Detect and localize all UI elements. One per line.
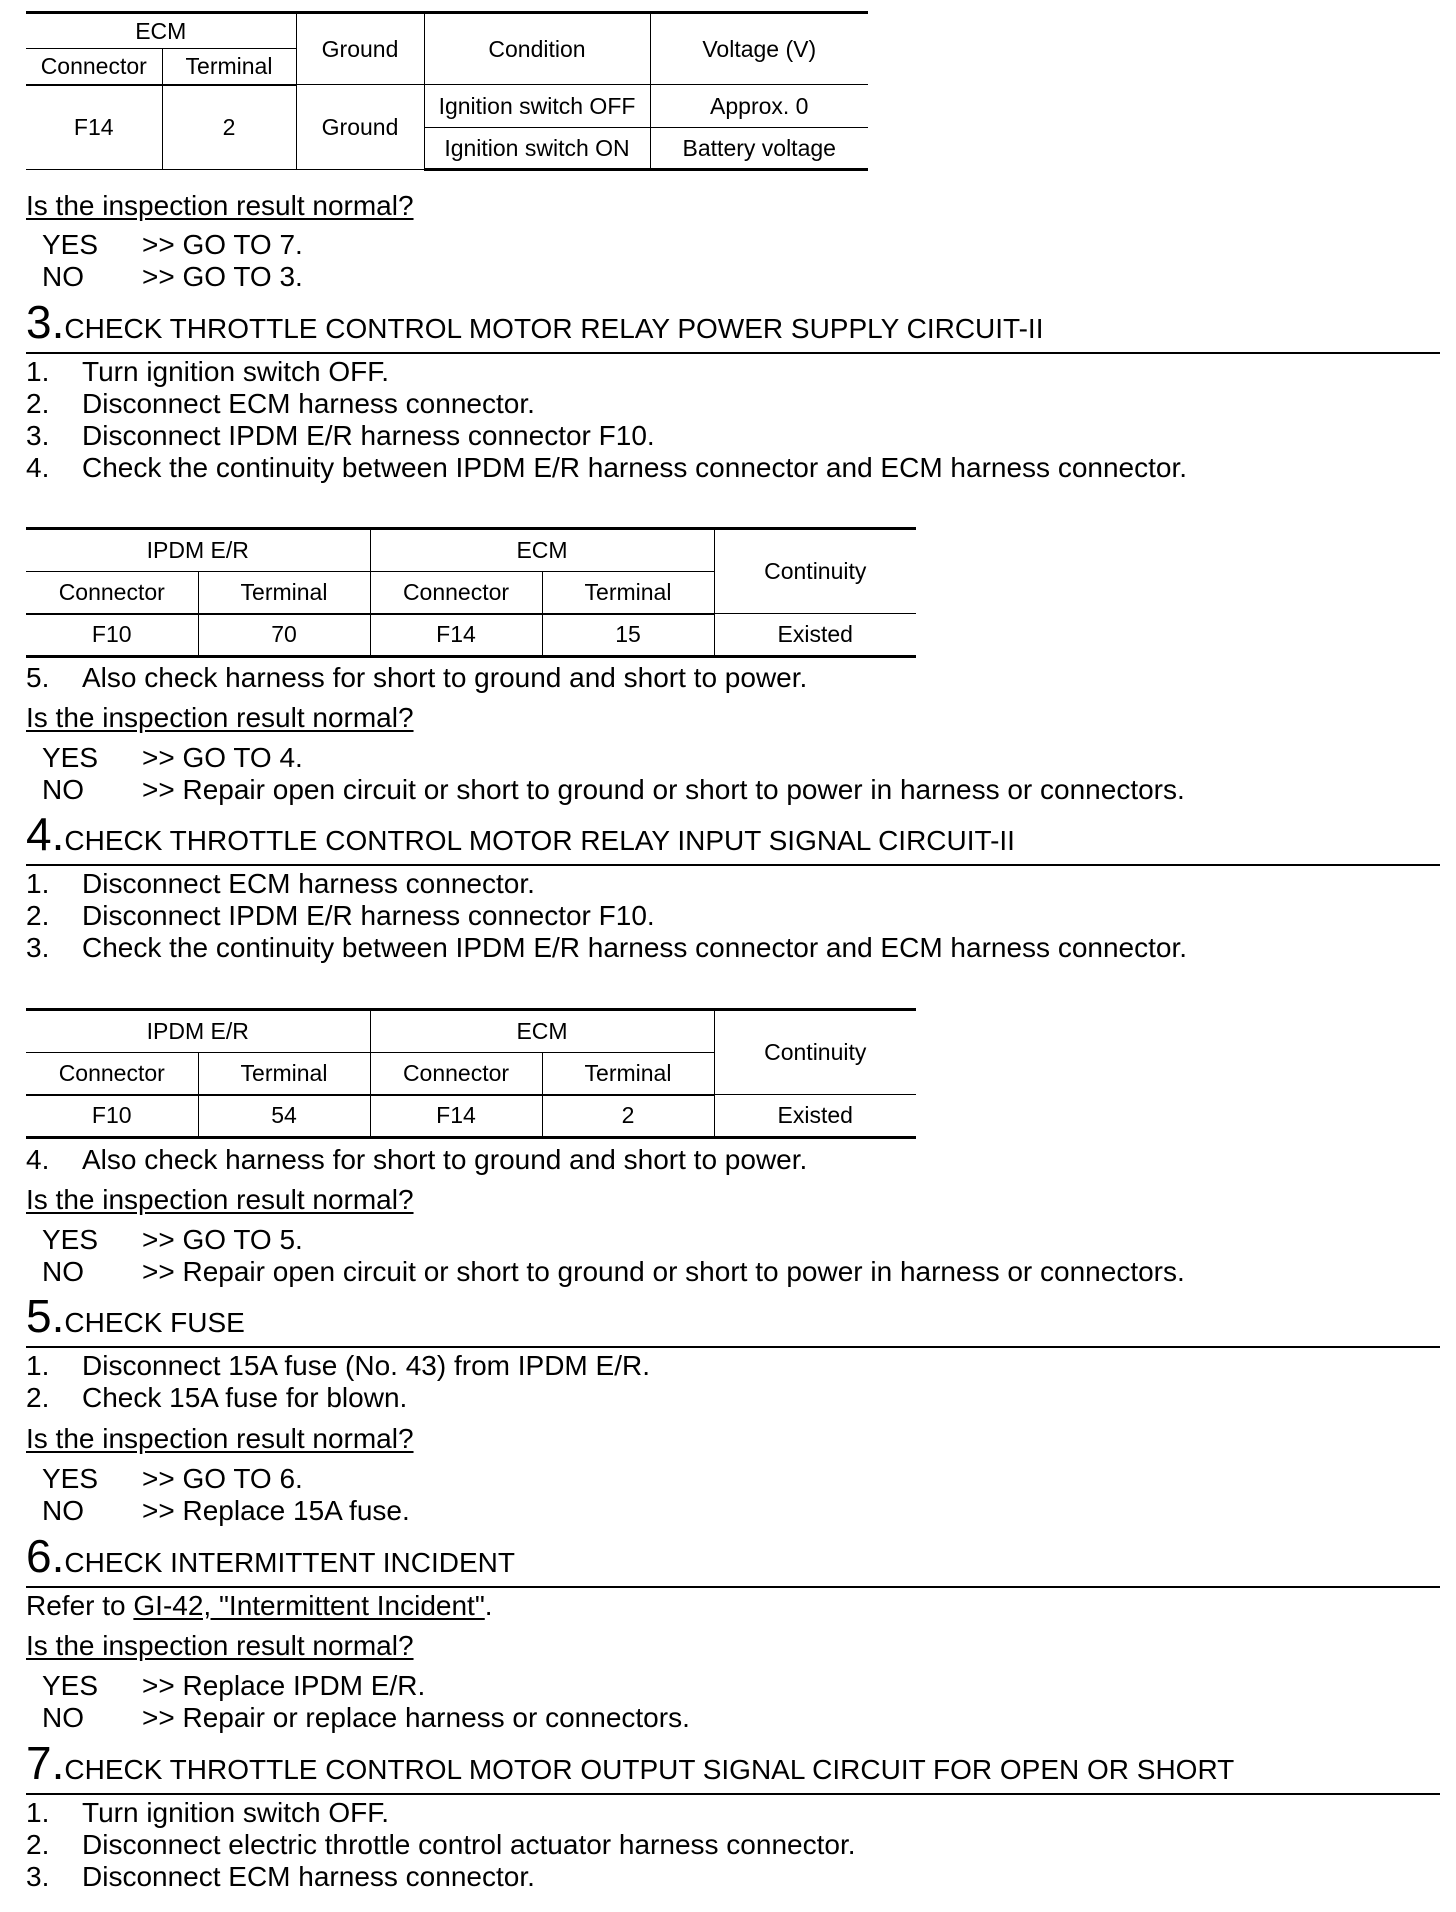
step-number: 3.: [26, 296, 65, 348]
table-cell: F14: [370, 614, 542, 657]
inspection-question: Is the inspection result normal?: [26, 1423, 414, 1454]
terminal-header: Terminal: [542, 572, 714, 614]
inspection-question: Is the inspection result normal?: [26, 1630, 414, 1661]
inspection-question: Is the inspection result normal?: [26, 702, 414, 733]
step-number: 5.: [26, 1290, 65, 1342]
step-3-heading: [26, 296, 1044, 348]
condition-cell: Ignition switch ON: [424, 128, 650, 170]
yes-action: >> GO TO 7.: [142, 229, 303, 260]
terminal-header: Terminal: [542, 1053, 714, 1095]
continuity-table: [26, 527, 916, 658]
table-cell: F14: [370, 1095, 542, 1138]
no-label: NO: [42, 1495, 84, 1526]
table-cell: Existed: [714, 614, 916, 657]
yes-label: YES: [42, 1463, 99, 1494]
step-title: CHECK FUSE: [64, 1307, 245, 1338]
no-label: NO: [42, 1702, 84, 1733]
continuity-header: Continuity: [714, 529, 916, 614]
table-cell: 15: [542, 614, 714, 657]
no-label: NO: [42, 261, 84, 292]
ground-cell: Ground: [296, 85, 424, 170]
inspection-question: Is the inspection result normal?: [26, 1184, 414, 1215]
continuity-table: [26, 1008, 916, 1139]
voltage-header: Voltage (V): [650, 13, 868, 85]
connector-header: Connector: [26, 1053, 198, 1095]
continuity-header: Continuity: [714, 1010, 916, 1095]
connector-cell: F14: [26, 85, 162, 170]
ecm-header: ECM: [26, 13, 296, 49]
no-action: >> Repair open circuit or short to ground or short to power in harness or connectors.: [142, 1256, 1185, 1287]
voltage-cell: Battery voltage: [650, 128, 868, 170]
step-number: 6.: [26, 1530, 65, 1582]
no-action: >> Repair or replace harness or connectors.: [142, 1702, 690, 1733]
table-cell: 54: [198, 1095, 370, 1138]
ecm-header: ECM: [370, 529, 714, 572]
section-divider: [26, 1346, 1440, 1348]
yes-label: YES: [42, 229, 99, 260]
document-page: ECM Ground Condition Voltage (V) Connector Terminal F14 2 Ground Ignition switch OFF Approx. 0 Ignition switch ON Battery voltage Is the inspection result normal? YES >> GO TO 7. NO >> GO TO 3. 3. CHECK THROTTLE CONTROL MOTOR RELAY POWER SUPPLY CIRCUIT-II 1. Turn ignition switch OFF. 2. Disconnect ECM harness connector. 3. Disconnect IPDM E/R harness connector F10. 4. Check the continuity between IPDM E/R harness connector and ECM harness connector. IPDM E/R ECM Continuity Connector Terminal Connector Terminal F10 70 F14 15 Existed 5. Also check harness for short to ground and short to power. Is the inspection result normal? YES >> GO TO 4. NO >> Repair open circuit or short to ground or short to power in harness or connectors. 4. CHECK THROTTLE CONTROL MOTOR RELAY INPUT SIGNAL CIRCUIT-II 1. Disconnect ECM harness connector. 2. Disconnect IPDM E/R harness connector F10. 3. Check the continuity between IPDM E/R harness connector and ECM harness connector. IPDM E/R ECM Continuity Connector Terminal Connector Terminal F10 54 F14 2 Existed 4. Also check harness for short to ground and short to power. Is the inspection result normal? YES >> GO TO 5. NO >> Repair open circuit or short to ground or short to power in harness or connectors. 5. CHECK FUSE 1. Disconnect 15A fuse (No. 43) from IPDM E/R. 2. Check 15A fuse for blown. Is the inspection result normal? YES >> GO TO 6. NO >> Replace 15A fuse. 6. CHECK INTERMITTENT INCIDENT Refer to GI-42, "Intermittent Incident". Is the inspection result normal? YES >> Replace IPDM E/R. NO >> Repair or replace harness or connectors. 7. CHECK THROTTLE CONTROL MOTOR OUTPUT SIGNAL CIRCUIT FOR OPEN OR SHORT 1. Turn ignition switch OFF. 2. Disconnect electric throttle control actuator harness connector. 3. Disconnect ECM harness connector.: [0, 0, 1456, 1912]
section-divider: [26, 352, 1440, 354]
voltage-cell: Approx. 0: [650, 85, 868, 128]
no-action: >> Repair open circuit or short to ground or short to power in harness or connectors.: [142, 774, 1185, 805]
no-label: NO: [42, 774, 84, 805]
condition-cell: Ignition switch OFF: [424, 85, 650, 128]
ipdm-header: IPDM E/R: [26, 529, 370, 572]
connector-header: Connector: [26, 49, 162, 85]
terminal-cell: 2: [162, 85, 296, 170]
table-cell: 70: [198, 614, 370, 657]
step-title: CHECK THROTTLE CONTROL MOTOR OUTPUT SIGNAL CIRCUIT FOR OPEN OR SHORT: [64, 1754, 1235, 1785]
step-7-heading: [26, 1737, 1235, 1789]
table-cell: F10: [26, 1095, 198, 1138]
step-number: 4.: [26, 808, 65, 860]
step-title: CHECK THROTTLE CONTROL MOTOR RELAY INPUT SIGNAL CIRCUIT-II: [64, 825, 1015, 856]
section-divider: [26, 1793, 1440, 1795]
ground-header: Ground: [296, 13, 424, 85]
ecm-header: ECM: [370, 1010, 714, 1053]
connector-header: Connector: [26, 572, 198, 614]
terminal-header: Terminal: [198, 572, 370, 614]
yes-action: >> GO TO 5.: [142, 1224, 303, 1255]
step-number: 7.: [26, 1737, 65, 1789]
voltage-table: [26, 11, 868, 171]
connector-header: Connector: [370, 572, 542, 614]
refer-text: Refer to GI-42, "Intermittent Incident".: [26, 1590, 493, 1621]
table-cell: Existed: [714, 1095, 916, 1138]
yes-label: YES: [42, 1670, 99, 1701]
step-title: CHECK THROTTLE CONTROL MOTOR RELAY POWER SUPPLY CIRCUIT-II: [64, 313, 1044, 344]
step-title: CHECK INTERMITTENT INCIDENT: [64, 1547, 515, 1578]
section-divider: [26, 1586, 1440, 1588]
condition-header: Condition: [424, 13, 650, 85]
yes-label: YES: [42, 742, 99, 773]
step-5-heading: [26, 1290, 245, 1342]
step-6-heading: [26, 1530, 515, 1582]
ipdm-header: IPDM E/R: [26, 1010, 370, 1053]
yes-action: >> GO TO 6.: [142, 1463, 303, 1494]
inspection-question: Is the inspection result normal?: [26, 190, 414, 221]
yes-label: YES: [42, 1224, 99, 1255]
no-action: >> Replace 15A fuse.: [142, 1495, 410, 1526]
step-4-heading: [26, 808, 1015, 860]
yes-action: >> Replace IPDM E/R.: [142, 1670, 426, 1701]
table-cell: F10: [26, 614, 198, 657]
no-action: >> GO TO 3.: [142, 261, 303, 292]
yes-action: >> GO TO 4.: [142, 742, 303, 773]
no-label: NO: [42, 1256, 84, 1287]
section-divider: [26, 864, 1440, 866]
terminal-header: Terminal: [198, 1053, 370, 1095]
table-cell: 2: [542, 1095, 714, 1138]
terminal-header: Terminal: [162, 49, 296, 85]
reference-link[interactable]: GI-42, "Intermittent Incident": [133, 1590, 485, 1621]
connector-header: Connector: [370, 1053, 542, 1095]
